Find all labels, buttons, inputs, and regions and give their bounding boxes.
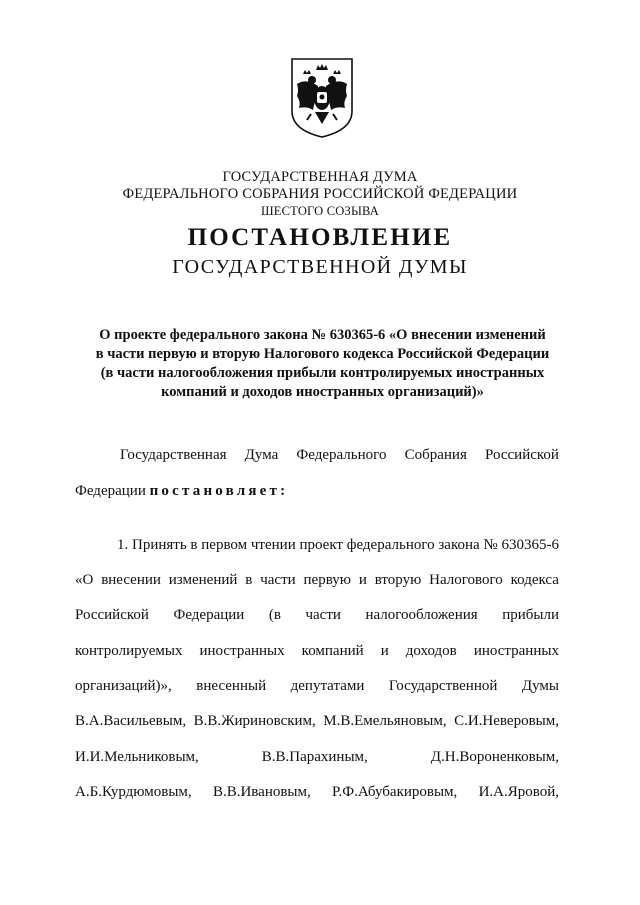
item1-first-line: 1. Принять в первом чтении проект федерального закона № 630365-6 [117, 537, 559, 553]
subject-line: компаний и доходов иностранных организаций)» [161, 384, 484, 400]
word: организаций)», [75, 678, 172, 694]
resolution-subject [70, 326, 575, 402]
item1-line [75, 749, 559, 766]
word: «О [75, 572, 94, 588]
word: иностранных [199, 643, 285, 659]
word: В.В.Жириновским, [193, 713, 316, 729]
word: С.И.Неверовым, [454, 713, 559, 729]
word: части [260, 572, 296, 588]
word: депутатами [290, 678, 365, 694]
word: изменений [168, 572, 238, 588]
word: Налогового [429, 572, 503, 588]
word: и [358, 572, 367, 588]
word: части [305, 607, 341, 623]
subject-line: О проекте федерального закона № 630365-6 «О внесении изменений [99, 327, 546, 343]
word: в [245, 572, 253, 588]
item1-line [75, 784, 559, 801]
word: иностранных [473, 643, 559, 659]
item1-line [75, 607, 559, 624]
word: налогообложения [365, 607, 478, 623]
item1-line [75, 572, 559, 589]
word: вторую [374, 572, 422, 588]
subject-line: (в части налогообложения прибыли контролируемых иностранных [100, 365, 545, 381]
word: кодекса [510, 572, 559, 588]
preamble-line-1 [120, 447, 559, 464]
word: Федерального [296, 447, 387, 463]
word: внесении [101, 572, 161, 588]
preamble-line-2 [75, 483, 288, 500]
word: И.А.Яровой, [478, 784, 559, 800]
document-subtitle: ГОСУДАРСТВЕННОЙ ДУМЫ [172, 256, 468, 278]
word: Д.Н.Вороненковым, [430, 749, 559, 765]
word: Федерации [173, 607, 245, 623]
header-line-assembly: ФЕДЕРАЛЬНОГО СОБРАНИЯ РОССИЙСКОЙ ФЕДЕРАЦИИ [122, 186, 518, 202]
word: Федерации [75, 483, 146, 499]
word: Российской [75, 607, 149, 623]
coat-of-arms-icon [289, 56, 355, 140]
word: Российской [485, 447, 559, 463]
word: контролируемых [75, 643, 183, 659]
word: В.В.Ивановым, [212, 784, 311, 800]
word: Думы [521, 678, 559, 694]
word: прибыли [502, 607, 559, 623]
word: и [380, 643, 389, 659]
item1-line [75, 643, 559, 660]
header-line-duma: ГОСУДАРСТВЕННАЯ ДУМА [222, 169, 418, 185]
decree-verb: постановляет: [149, 483, 289, 499]
word: А.Б.Курдюмовым, [75, 784, 192, 800]
word: внесенный [196, 678, 267, 694]
word: Дума [244, 447, 279, 463]
word: Государственной [388, 678, 498, 694]
document-title: ПОСТАНОВЛЕНИЕ [187, 224, 453, 251]
subject-line: в части первую и вторую Налогового кодекса Российской Федерации [95, 346, 550, 362]
word: компаний [301, 643, 364, 659]
word: первую [303, 572, 351, 588]
word: Р.Ф.Абубакировым, [332, 784, 458, 800]
word: доходов [405, 643, 457, 659]
word: В.А.Васильевым, [75, 713, 187, 729]
item1-line [75, 678, 559, 695]
word: И.И.Мельниковым, [75, 749, 199, 765]
word: М.В.Емельяновым, [323, 713, 447, 729]
item1-line [75, 713, 559, 730]
header-line-convocation: ШЕСТОГО СОЗЫВА [260, 204, 380, 218]
word: Государственная [120, 447, 227, 463]
word: В.В.Парахиным, [261, 749, 368, 765]
word: (в [268, 607, 281, 623]
word: Собрания [404, 447, 467, 463]
